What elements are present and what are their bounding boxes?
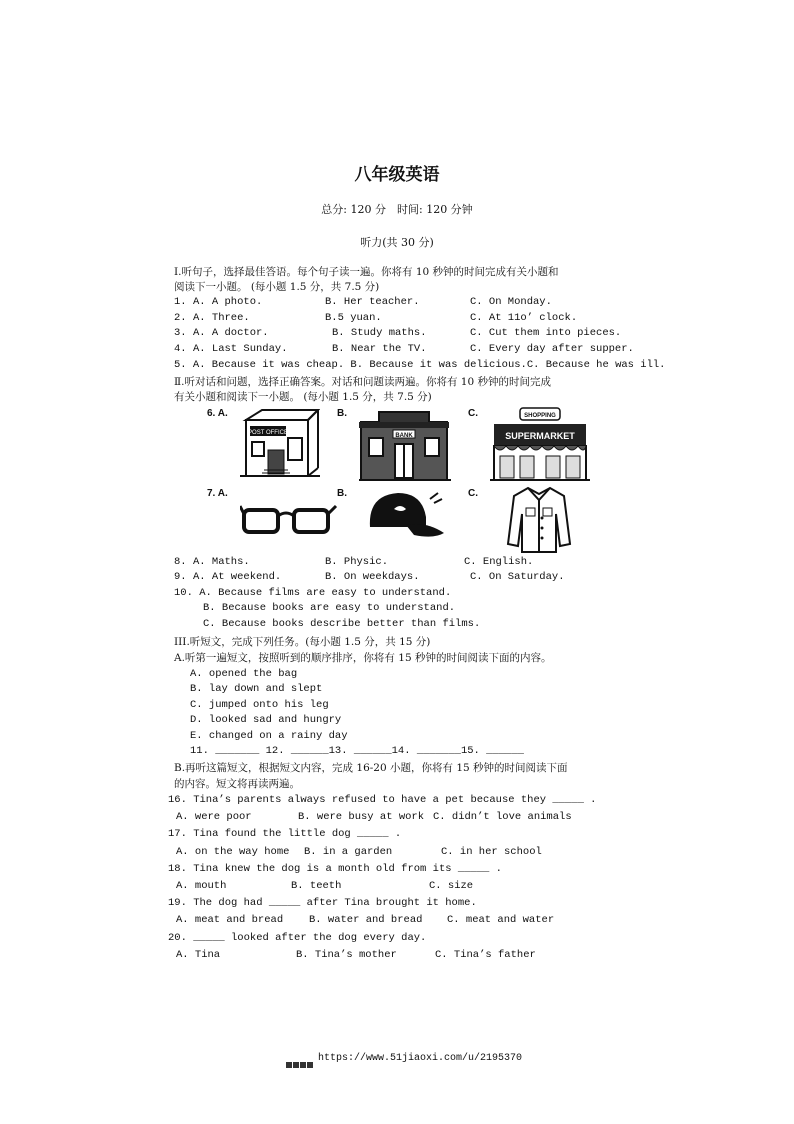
question-number: 1. bbox=[174, 296, 187, 308]
watermark-logo bbox=[286, 1056, 314, 1074]
part1-instruction-line1: I.听句子，选择最佳答语。每个句子读一遍。你将有 10 秒钟的时间完成有关小题和 bbox=[174, 266, 559, 278]
question-18: 18. Tina knew the dog is a month old from its _____ . bbox=[168, 863, 502, 875]
question-10-c: C. Because books describe better than films. bbox=[203, 618, 481, 630]
svg-text:SHOPPING: SHOPPING bbox=[524, 413, 556, 419]
order-item: E. changed on a rainy day bbox=[190, 730, 348, 742]
question-number: 3. bbox=[174, 327, 187, 339]
option-c: C. size bbox=[429, 880, 474, 892]
q7-option-b-label: B. bbox=[337, 488, 347, 499]
option-a: A. Last Sunday. bbox=[193, 343, 288, 355]
option-b: B. teeth bbox=[291, 880, 342, 892]
q6-option-c-label: C. bbox=[468, 408, 478, 419]
option-b: B. Tina’s mother bbox=[296, 949, 397, 961]
part3-sub-b-instruction-line2: 的内容。短文将再读两遍。 bbox=[174, 778, 300, 790]
post-office-picture bbox=[240, 406, 320, 482]
option-a: A. At weekend. bbox=[193, 571, 282, 583]
option-c: C. At 11o’ clock. bbox=[470, 312, 578, 324]
order-item: B. lay down and slept bbox=[190, 683, 323, 695]
option-b: B. in a garden bbox=[304, 846, 393, 858]
option-b: B. Physic. bbox=[325, 556, 389, 568]
section-heading-listening: 听力(共 30 分) bbox=[360, 236, 434, 249]
option-a: A. A doctor. bbox=[193, 327, 269, 339]
question-20: 20. _____ looked after the dog every day. bbox=[168, 932, 427, 944]
question-10-b: B. Because books are easy to understand. bbox=[203, 602, 456, 614]
option-c: C. On Saturday. bbox=[470, 571, 565, 583]
part2-instruction-line1: Ⅱ.听对话和问题，选择正确答案。对话和问题读两遍。你将有 10 秒钟的时间完成 bbox=[174, 376, 552, 388]
page-title: 八年级英语 bbox=[354, 165, 440, 185]
option-b: B. Her teacher. bbox=[325, 296, 420, 308]
option-a: A. meat and bread bbox=[176, 914, 284, 926]
part3-sub-b-instruction-line1: B.再听这篇短文，根据短文内容，完成 16-20 小题，你将有 15 秒钟的时间阅读下面 bbox=[174, 762, 568, 774]
option-b: B. Study maths. bbox=[332, 327, 427, 339]
question-10-a: 10. A. Because films are easy to understand. bbox=[174, 587, 452, 599]
option-c: C. in her school bbox=[441, 846, 542, 858]
option-b: B. were busy at work bbox=[298, 811, 425, 823]
option-c: C. meat and water bbox=[447, 914, 555, 926]
question-number: 9. bbox=[174, 571, 187, 583]
option-a: A. Three. bbox=[193, 312, 250, 324]
option-a: A. A photo. bbox=[193, 296, 263, 308]
shirt-picture bbox=[506, 484, 572, 554]
option-a: A. were poor bbox=[176, 811, 252, 823]
option-a: A. Tina bbox=[176, 949, 221, 961]
order-item: D. looked sad and hungry bbox=[190, 714, 342, 726]
cap-picture bbox=[364, 487, 448, 543]
part2-instruction-line2: 有关小题和阅读下一小题。 (每小题 1.5 分，共 7.5 分) bbox=[174, 391, 432, 403]
footer-url[interactable]: https://www.51jiaoxi.com/u/2195370 bbox=[318, 1053, 523, 1064]
answer-blanks: 11. _______ 12. ______13. ______14. _______15. ______ bbox=[190, 745, 524, 757]
q7-option-c-label: C. bbox=[468, 488, 478, 499]
option-a: A. on the way home bbox=[176, 846, 290, 858]
option-b: B. Near the TV. bbox=[332, 343, 427, 355]
question-number: 8. bbox=[174, 556, 187, 568]
option-a: A. Maths. bbox=[193, 556, 250, 568]
part3-instruction: III.听短文，完成下列任务。(每小题 1.5 分，共 15 分) bbox=[174, 636, 431, 648]
logo-icon bbox=[286, 1061, 314, 1069]
bank-picture bbox=[359, 408, 451, 482]
option-c: C. English. bbox=[464, 556, 534, 568]
question-number: 4. bbox=[174, 343, 187, 355]
svg-text:POST OFFICE: POST OFFICE bbox=[248, 430, 288, 436]
option-c: C. Every day after supper. bbox=[470, 343, 634, 355]
question-5: 5. A. Because it was cheap. B. Because it was delicious.C. Because he was ill. bbox=[174, 359, 666, 371]
part3-sub-a-instruction: A.听第一遍短文，按照听到的顺序排序，你将有 15 秒钟的时间阅读下面的内容。 bbox=[174, 652, 552, 664]
option-c: C. On Monday. bbox=[470, 296, 552, 308]
part1-instruction-line2: 阅读下一小题。 (每小题 1.5 分，共 7.5 分) bbox=[174, 281, 380, 293]
option-c: C. Cut them into pieces. bbox=[470, 327, 622, 339]
option-b: B. On weekdays. bbox=[325, 571, 420, 583]
exam-info: 总分: 120 分 时间: 120 分钟 bbox=[321, 203, 473, 216]
q6-option-a-label: 6. A. bbox=[207, 408, 228, 419]
option-b: B. water and bread bbox=[309, 914, 423, 926]
glasses-picture bbox=[240, 502, 338, 536]
question-16: 16. Tina’s parents always refused to have a pet because they _____ . bbox=[168, 794, 597, 806]
order-item: C. jumped onto his leg bbox=[190, 699, 329, 711]
option-c: C. Tina’s father bbox=[435, 949, 536, 961]
q7-option-a-label: 7. A. bbox=[207, 488, 228, 499]
option-a: A. mouth bbox=[176, 880, 227, 892]
svg-text:BANK: BANK bbox=[395, 433, 413, 439]
question-19: 19. The dog had _____ after Tina brought it home. bbox=[168, 897, 477, 909]
option-b: B.5 yuan. bbox=[325, 312, 382, 324]
svg-text:SUPERMARKET: SUPERMARKET bbox=[505, 431, 575, 441]
q6-option-b-label: B. bbox=[337, 408, 347, 419]
question-number: 2. bbox=[174, 312, 187, 324]
order-item: A. opened the bag bbox=[190, 668, 298, 680]
question-17: 17. Tina found the little dog _____ . bbox=[168, 828, 402, 840]
supermarket-picture bbox=[490, 406, 590, 484]
option-c: C. didn’t love animals bbox=[433, 811, 572, 823]
